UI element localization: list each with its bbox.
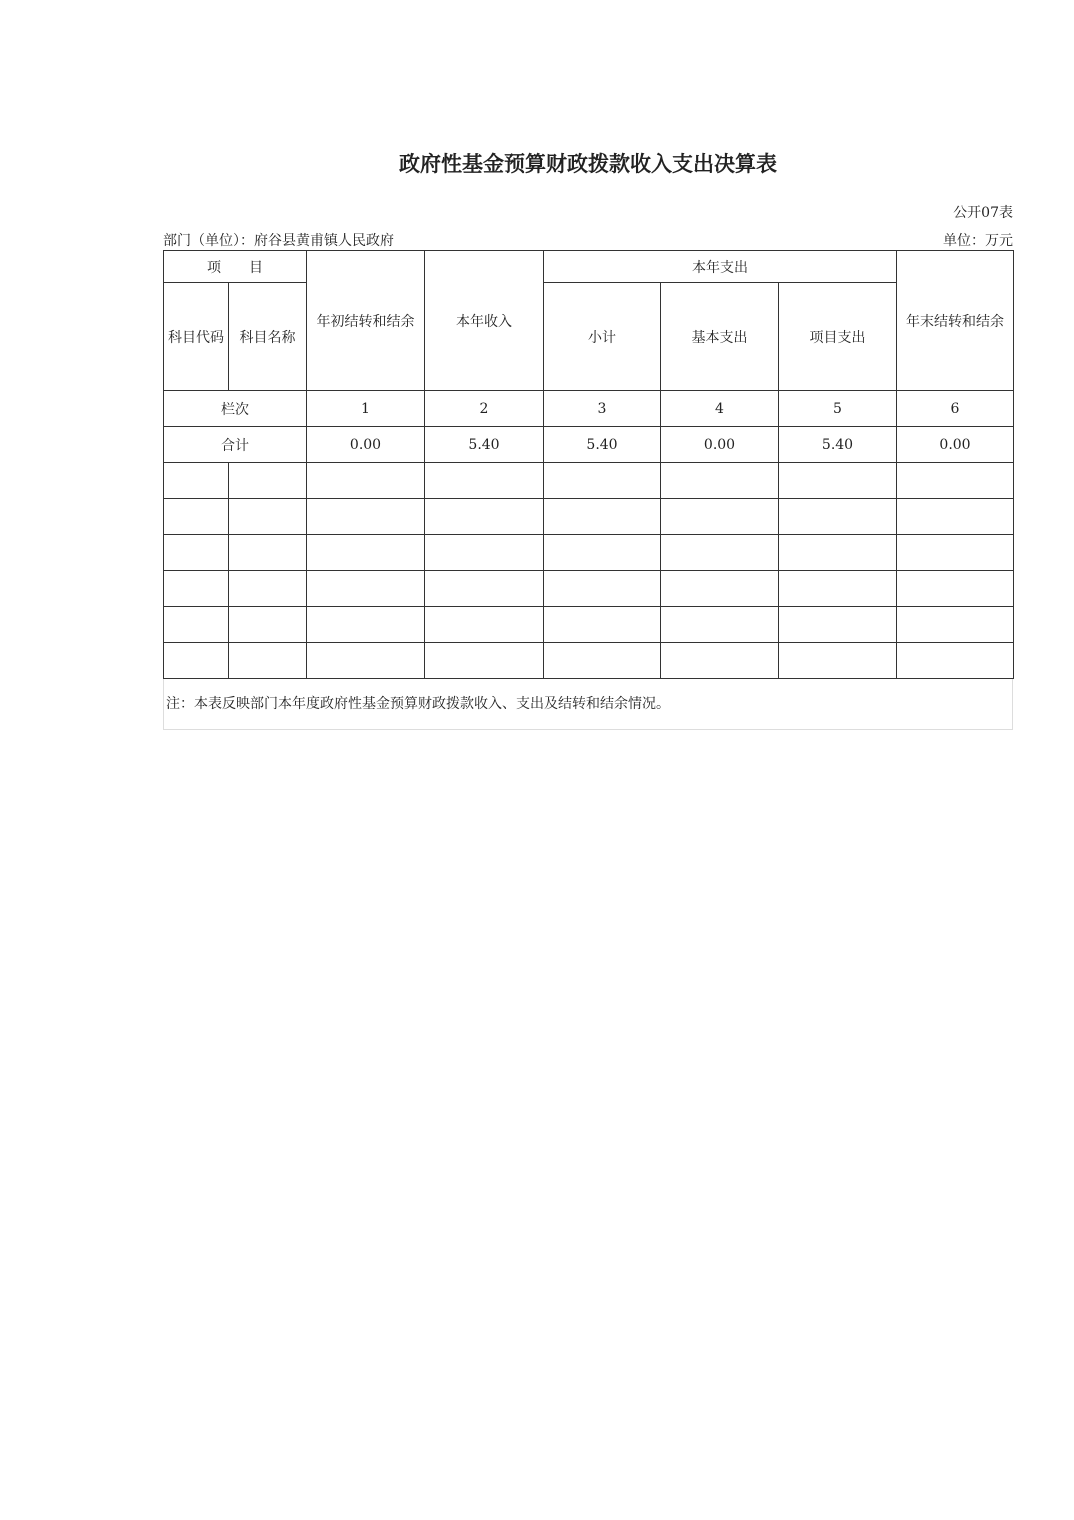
- department-label: 部门（单位）：府谷县黄甫镇人民政府: [163, 233, 394, 249]
- column-index-cell: 4: [661, 391, 779, 427]
- budget-table: [163, 250, 1014, 679]
- header-project-expense: 项目支出: [779, 283, 897, 391]
- total-cell: 5.40: [544, 427, 661, 463]
- empty-row: [164, 499, 1014, 535]
- report-title: 政府性基金预算财政拨款收入支出决算表: [399, 151, 777, 176]
- column-index-cell: 5: [779, 391, 897, 427]
- header-row-1: [164, 251, 1014, 283]
- report-meta: [163, 190, 1013, 249]
- total-cell: 5.40: [779, 427, 897, 463]
- empty-row: [164, 607, 1014, 643]
- header-basic-expense: 基本支出: [661, 283, 779, 391]
- total-cell: 0.00: [661, 427, 779, 463]
- column-index-cell: 1: [307, 391, 425, 427]
- document: [163, 138, 1013, 730]
- total-cell: 0.00: [897, 427, 1014, 463]
- column-index-row: [164, 391, 1014, 427]
- header-current-expense: 本年支出: [544, 251, 897, 283]
- form-number: 公开07表: [953, 205, 1013, 221]
- column-index-cell: 3: [544, 391, 661, 427]
- total-cell: 5.40: [425, 427, 544, 463]
- total-label: 合计: [164, 427, 307, 463]
- header-subject-name: 科目名称: [229, 283, 307, 391]
- table-note: 注：本表反映部门本年度政府性基金预算财政拨款收入、支出及结转和结余情况。: [163, 679, 1013, 730]
- total-row: [164, 427, 1014, 463]
- header-subject-code: 科目代码: [164, 283, 229, 391]
- column-index-cell: 6: [897, 391, 1014, 427]
- header-ending-balance: 年末结转和结余: [897, 251, 1014, 391]
- column-index-label: 栏次: [164, 391, 307, 427]
- unit-label: 单位：万元: [943, 233, 1013, 249]
- total-cell: 0.00: [307, 427, 425, 463]
- empty-row: [164, 643, 1014, 679]
- header-current-income: 本年收入: [425, 251, 544, 391]
- empty-row: [164, 535, 1014, 571]
- header-row-2: [164, 283, 1014, 391]
- column-index-cell: 2: [425, 391, 544, 427]
- header-item: 项 目: [164, 251, 307, 283]
- header-beginning-balance: 年初结转和结余: [307, 251, 425, 391]
- empty-row: [164, 463, 1014, 499]
- header-subtotal: 小计: [544, 283, 661, 391]
- empty-row: [164, 571, 1014, 607]
